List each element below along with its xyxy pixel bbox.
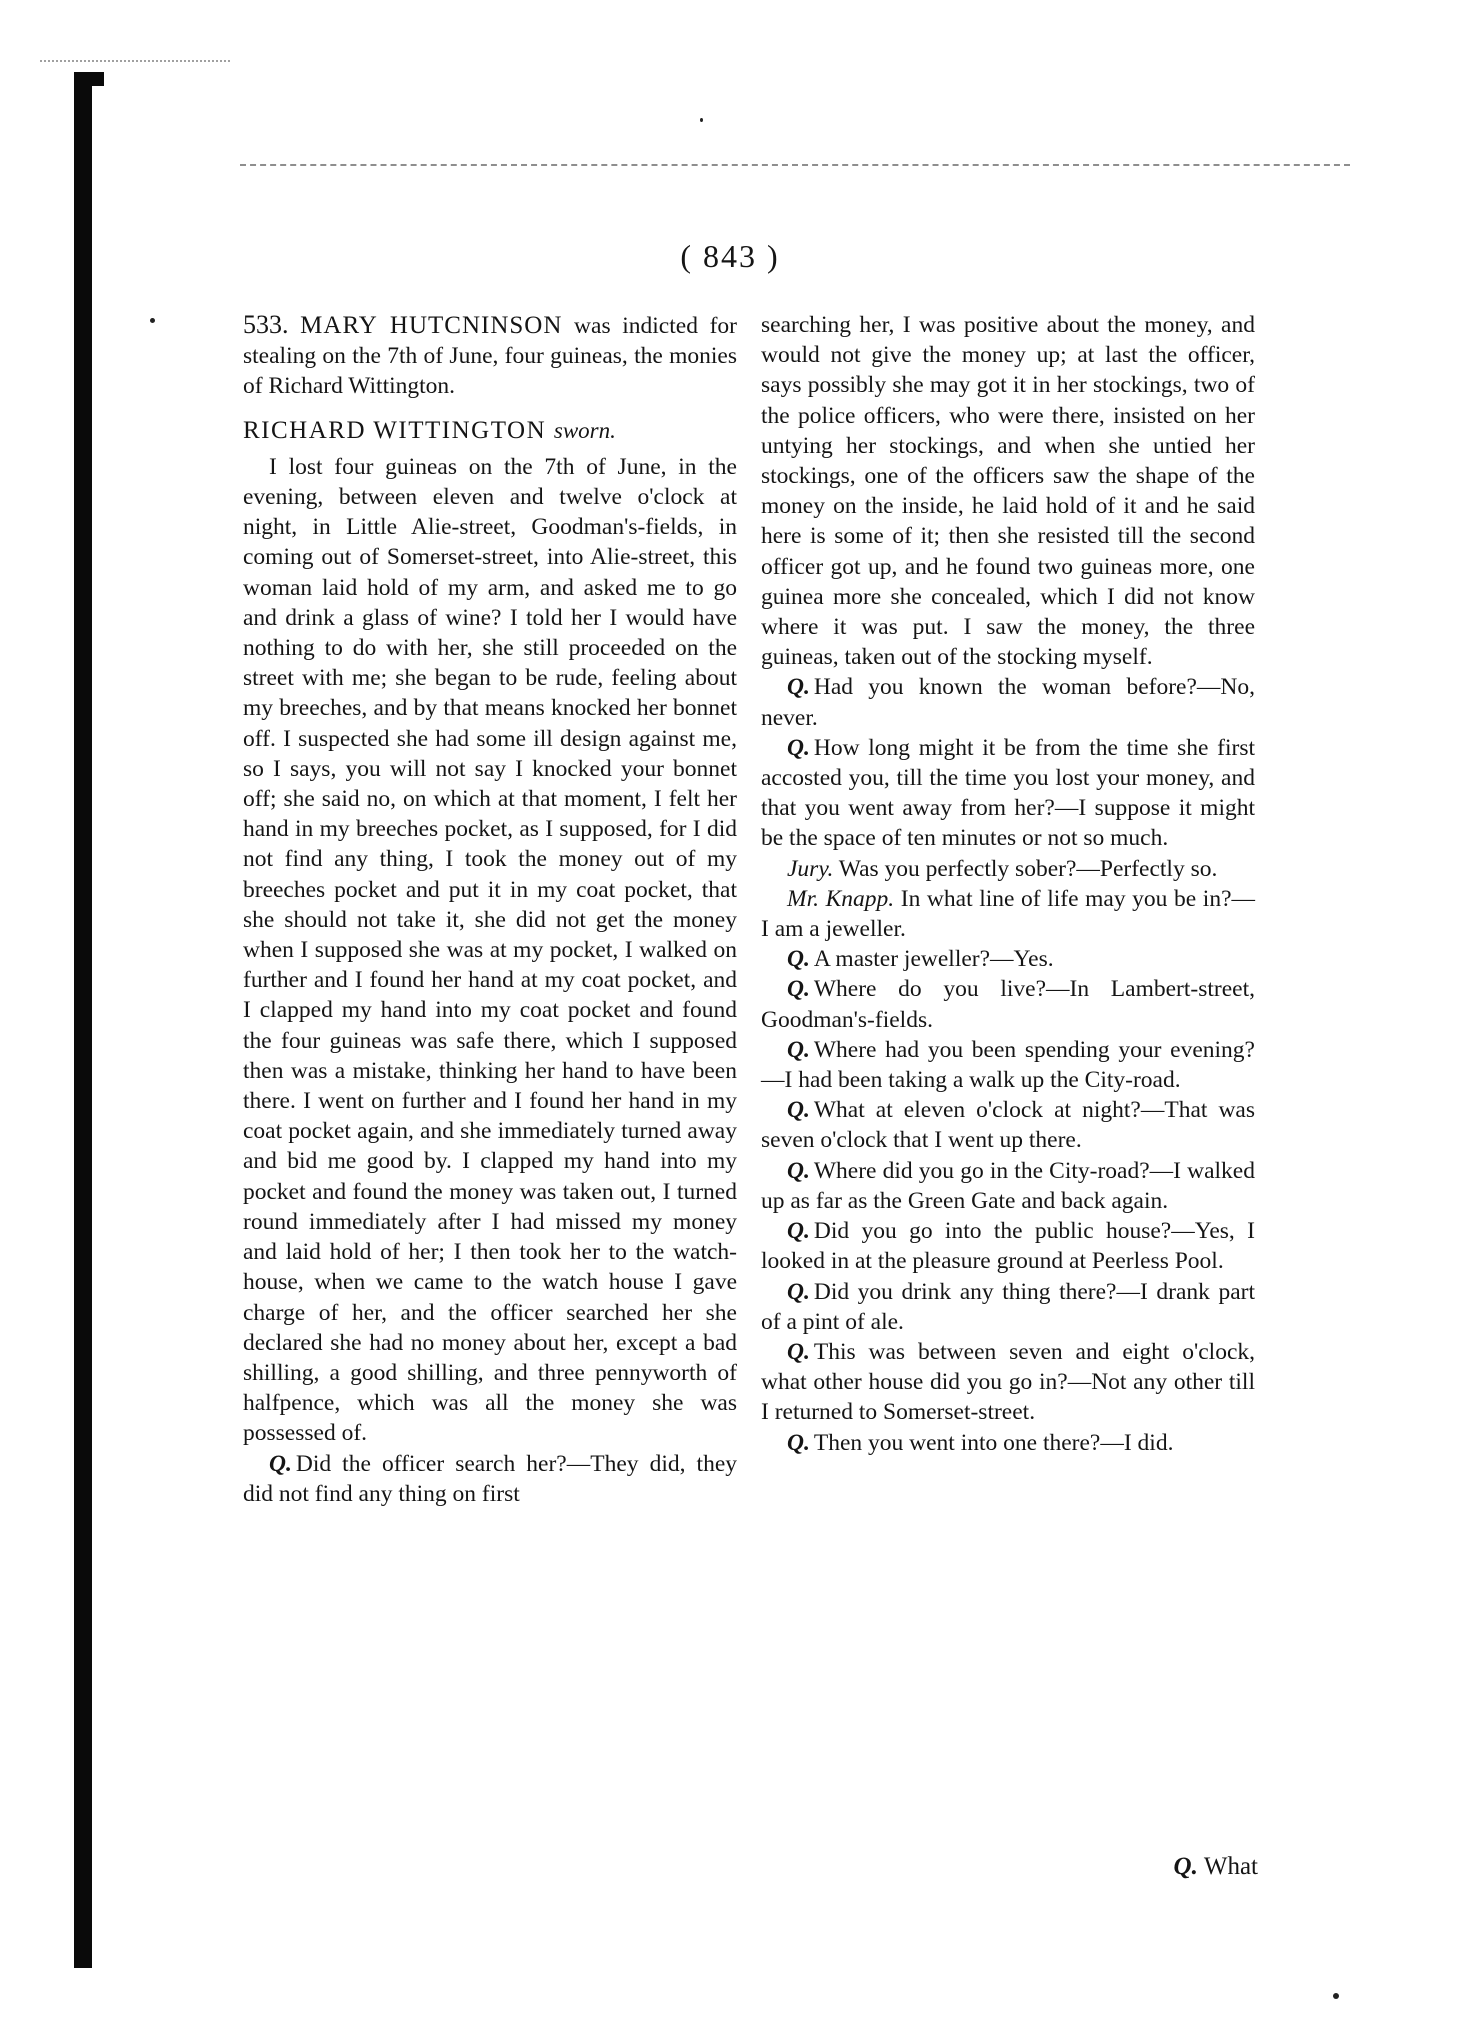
exchange-text: In what line of life may you be in?—I am a jeweller. (761, 885, 1256, 943)
speaker-label: Mr. Knapp. (787, 885, 895, 912)
exchange-paragraph (761, 1156, 1255, 1216)
exchange-paragraph (761, 1216, 1255, 1276)
scan-artifact-top (40, 60, 230, 63)
ink-speck (700, 118, 703, 122)
exchange-text: Where did you go in the City-road?—I walked up as far as the Green Gate and back again. (761, 1157, 1255, 1214)
exchange-paragraph (761, 672, 1255, 732)
exchange-text: This was between seven and eight o'clock, what other house did you go in?—Not any other till I returned to Somerset-street. (761, 1338, 1255, 1426)
exchange-paragraph (761, 1277, 1255, 1337)
catchword (1108, 1853, 1258, 1881)
ink-speck (1333, 1993, 1339, 1999)
exchange-paragraph (761, 1035, 1255, 1095)
case-intro (243, 310, 737, 402)
speaker-label: Q. (787, 1278, 810, 1305)
speaker-label: Q. (787, 734, 810, 761)
exchange-text: Where do you live?—In Lambert-street, Goodman's-fields. (761, 976, 1255, 1033)
exchange-paragraph (761, 854, 1255, 884)
exchange-text: Had you known the woman before?—No, never. (761, 674, 1255, 731)
exchange-text: How long might it be from the time she first accosted you, till the time you lost your money, and that you went away from her?—I suppose it might be the space of ten minutes or not so much. (761, 734, 1255, 852)
speaker-label: Q. (787, 1097, 810, 1124)
continuation-paragraph: searching her, I was positive about the money, and would not give the money up; at last the officer, says possibly she may got it in her stockings, two of the police officers, who were there, insisted on her untying her stockings, and when she untied her stockings, one of the officers saw the shape of the money on the inside, he laid hold of it and he said here is some of it; then she resisted till the second officer got up, and he found two guineas more, one guinea more she concealed, which I did not know where it was put. I saw the money, the three guineas, taken out of the stocking myself. (761, 312, 1255, 671)
exchange-text: Did you go into the public house?—Yes, I looked in at the pleasure ground at Peerless Pool. (761, 1218, 1255, 1275)
binding-shadow (74, 78, 92, 1968)
speaker-label: Jury. (787, 855, 834, 882)
case-number: 533. (243, 310, 289, 339)
speaker-label: Q. (787, 1429, 810, 1456)
exchange-text: Did you drink any thing there?—I drank part of a pint of ale. (761, 1278, 1255, 1335)
witness-heading (243, 416, 737, 446)
speaker-label: Q. (787, 1036, 810, 1063)
exchange-text: Where had you been spending your evening?—I had been taking a walk up the City-road. (761, 1036, 1255, 1094)
speaker-label: Q. (787, 1218, 810, 1245)
exchange-paragraph (761, 944, 1255, 974)
speaker-label: Q. (787, 946, 810, 973)
exchange-paragraph (761, 974, 1255, 1034)
catchword-text: What (1203, 1853, 1258, 1880)
exchange-paragraph (761, 1337, 1255, 1428)
charge-text: was indicted for stealing on the 7th of June, four guineas, the monies of Richard Wittington. (243, 313, 737, 400)
left-column (243, 310, 737, 1509)
defendant-name: MARY HUTCNINSON (300, 312, 563, 339)
exchange-text: Then you went into one there?—I did. (813, 1429, 1174, 1456)
testimony-paragraph: I lost four guineas on the 7th of June, in the evening, between eleven and twelve o'clock at night, in Little Alie-street, Goodman's-fields, in coming out of Somerset-street, into Alie-street, this woman laid hold of my arm, and asked me to go and drink a glass of wine? I told her I would have nothing to do with her, she still proceeded on the street with me; she began to be rude, feeling about my breeches, and by that means knocked her bonnet off. I suspected she had some ill design against me, so I says, you will not say I knocked your bonnet off; she said no, on which at that moment, I felt her hand in my breeches pocket, as I supposed, for I did not find any thing, I took the money out of my breeches pocket and put it in my coat pocket, that she should not take it, she did not get the money when I supposed she was at my pocket, I walked on further and I found her hand at my coat pocket, and I clapped my hand into my coat pocket and found the four guineas was safe there, which I supposed then was a mistake, thinking her hand to have been there. I went on further and I found her hand in my coat pocket again, and she immediately turned away and bid me good by. I clapped my hand into my pocket and found the money was taken out, I turned round immediately after I had missed my money and laid hold of her; I then took her to the watch-house, when we came to the watch house I gave charge of her, and the officer searched her she declared she had no money about her, except a bad shilling, a good shilling, and three pennyworth of halfpence, which was all the money she was possessed of. (243, 453, 737, 1447)
exchange-paragraph (761, 1428, 1255, 1458)
witness-name: RICHARD WITTINGTON (243, 416, 547, 444)
speaker-label: Q. (269, 1450, 292, 1477)
catchword-speaker: Q. (1173, 1853, 1198, 1880)
exchange-paragraph (761, 884, 1255, 944)
binding-shadow-cap (74, 72, 104, 86)
exchange-paragraph (761, 733, 1255, 854)
exchange-text: A master jeweller?—Yes. (813, 946, 1054, 973)
scan-artifact-line (240, 164, 1350, 168)
witness-sworn: sworn. (553, 417, 616, 443)
right-column (761, 310, 1255, 1458)
speaker-label: Q. (787, 1338, 810, 1365)
exchange-text: What at eleven o'clock at night?—That was seven o'clock that I went up there. (761, 1097, 1255, 1154)
speaker-label: Q. (787, 976, 810, 1003)
exchange-text: Was you perfectly sober?—Perfectly so. (838, 855, 1218, 882)
page-number: ( 843 ) (680, 238, 780, 274)
exchange-paragraph (761, 1095, 1255, 1155)
speaker-label: Q. (787, 674, 810, 701)
exchange-text: Did the officer search her?—They did, they did not find any thing on first (243, 1450, 737, 1507)
ink-speck (150, 318, 155, 323)
exchange-paragraph (243, 1449, 737, 1509)
speaker-label: Q. (787, 1157, 810, 1184)
